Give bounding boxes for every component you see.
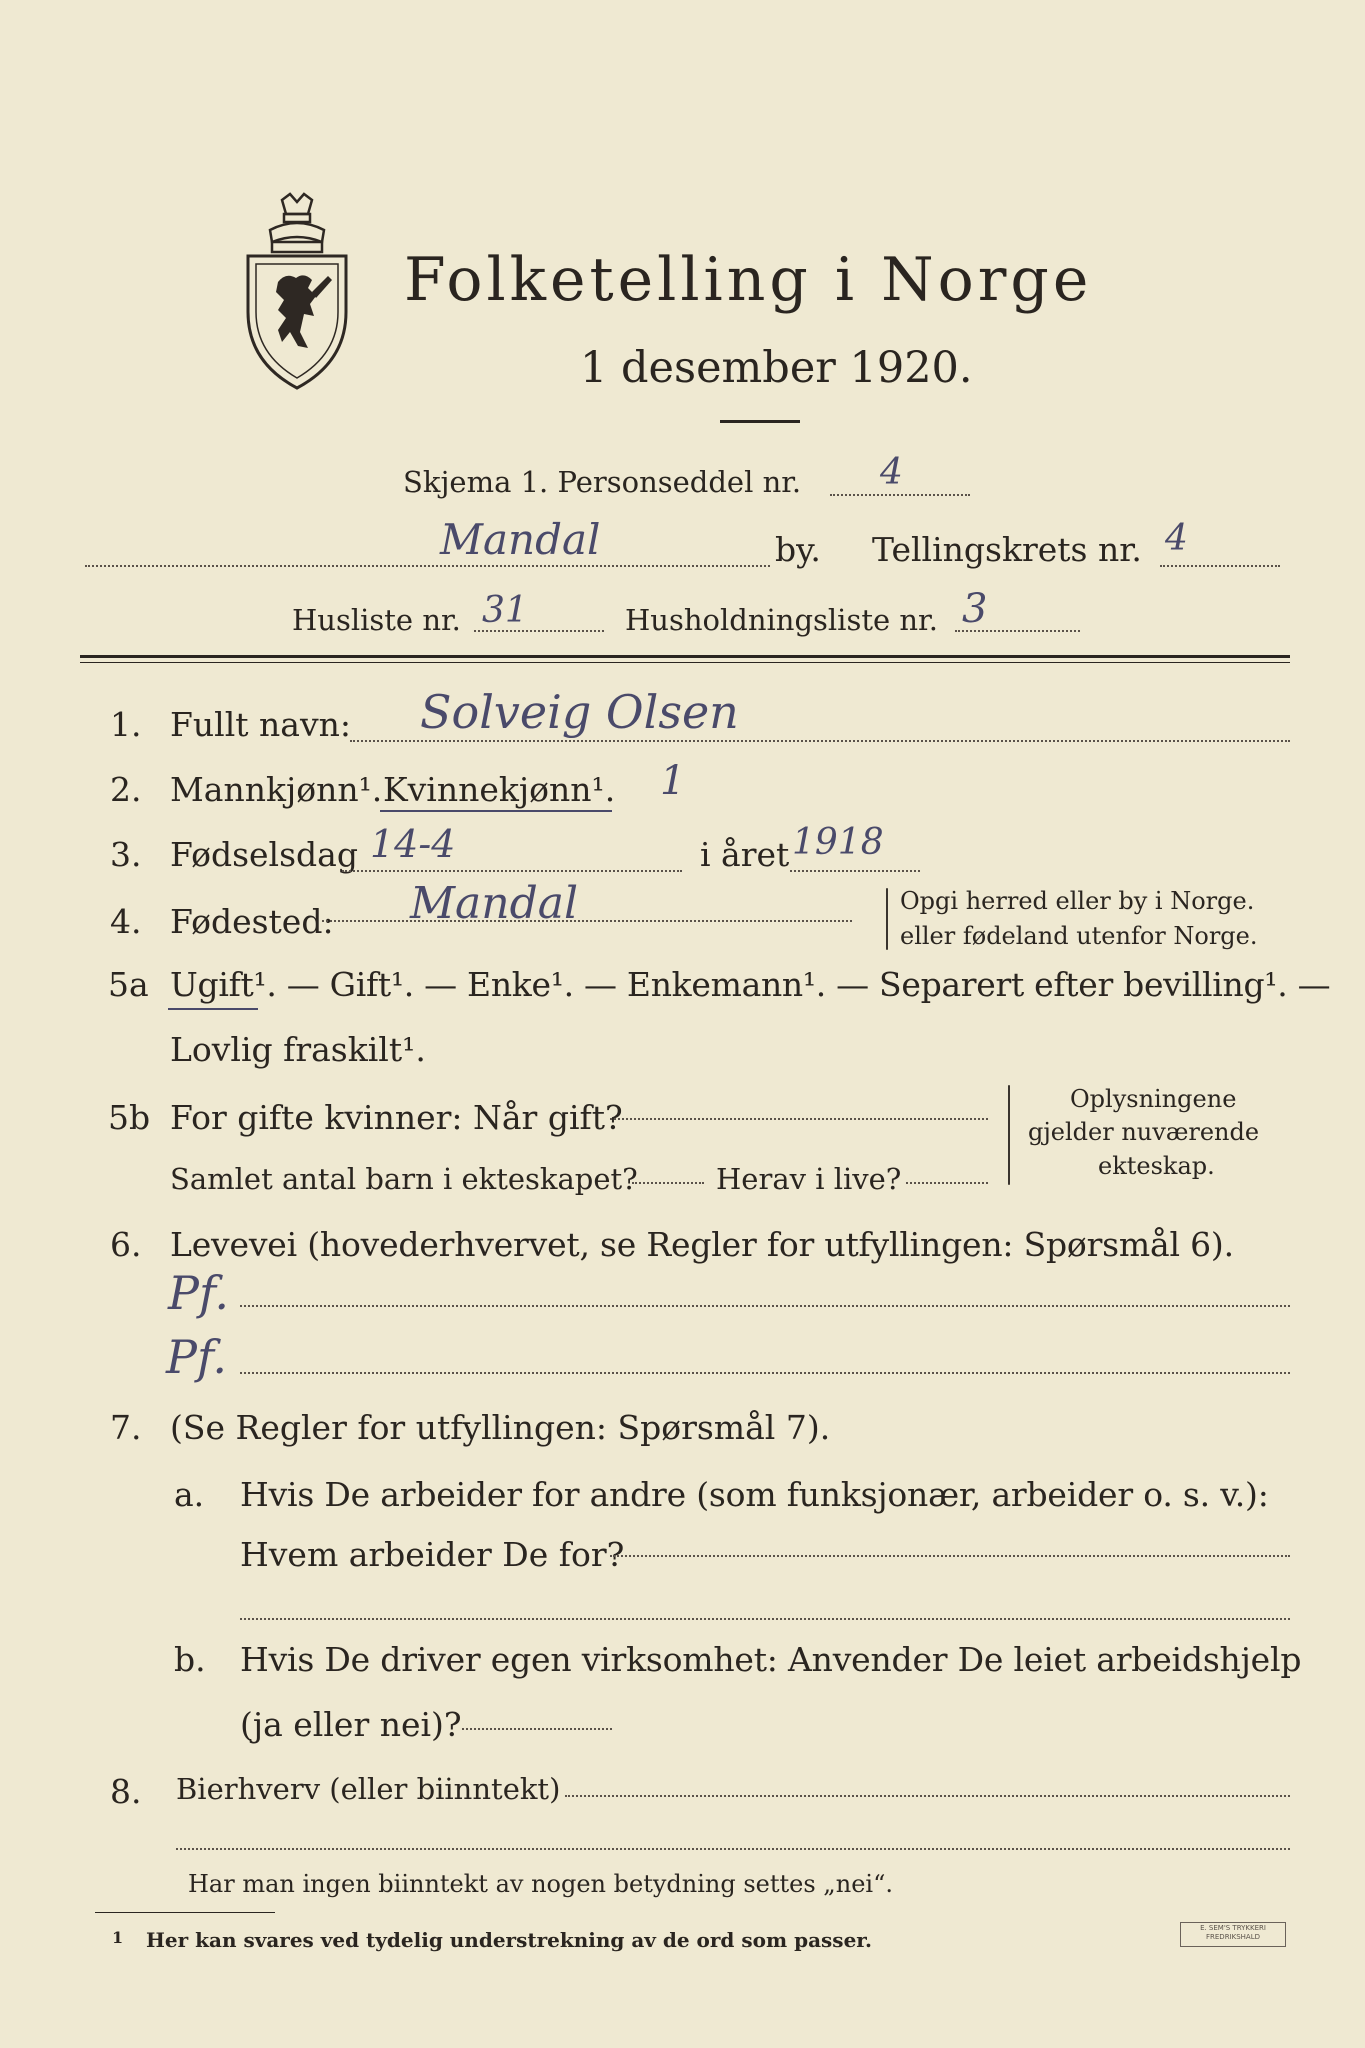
q4-line: [322, 920, 852, 922]
q3-year-label: i året: [700, 835, 790, 874]
printer-stamp: [1180, 1922, 1286, 1947]
q5b-note-line1: Oplysningene: [1070, 1085, 1237, 1113]
q7b-question: Hvis De driver egen virksomhet: Anvender De leiet arbeidshjelp: [240, 1640, 1302, 1679]
q5a-ugift-underline: [168, 1008, 258, 1010]
q5a-options-line2: Lovlig fraskilt¹.: [170, 1030, 426, 1069]
q5b-married-line: [610, 1118, 988, 1120]
q3-number: 3.: [110, 835, 142, 874]
footnote-text: Her kan svares ved tydelig understrekning av de ord som passer.: [146, 1928, 872, 1952]
q4-number: 4.: [110, 902, 142, 941]
printer-stamp-line1: E. SEM'S TRYKKERI: [1200, 1924, 1266, 1932]
q2-number: 2.: [110, 770, 142, 809]
tellingskrets-line: [1160, 565, 1280, 567]
q6-value-2: Pf.: [166, 1330, 227, 1384]
q2-label-female: Kvinnekjønn¹.: [383, 770, 616, 809]
q8-line-1: [565, 1795, 1290, 1797]
q5b-label-alive: Herav i live?: [716, 1162, 902, 1196]
q4-label: Fødested:: [170, 902, 334, 941]
q5a-number: 5a: [108, 965, 149, 1004]
tellingskrets-value: 4: [1165, 518, 1188, 559]
footnote-mark: 1: [112, 1928, 124, 1947]
section-rule-top: [80, 655, 1290, 658]
q2-value: 1: [660, 758, 686, 804]
by-label: by.: [775, 530, 821, 569]
tellingskrets-label: Tellingskrets nr.: [872, 530, 1142, 569]
q7a-question: Hvis De arbeider for andre (som funksjonær, arbeider o. s. v.):: [240, 1475, 1269, 1514]
q6-value-1: Pf.: [168, 1266, 229, 1320]
q3-label: Fødselsdag: [170, 835, 358, 874]
q5b-note-brace: [1008, 1085, 1010, 1185]
q7a-letter: a.: [174, 1475, 205, 1514]
q3-year-line: [790, 870, 920, 872]
form-title: Folketelling i Norge: [404, 245, 1093, 315]
by-value: Mandal: [440, 515, 601, 564]
q7a-line-1: [610, 1555, 1290, 1557]
title-rule: [720, 420, 800, 423]
q1-number: 1.: [110, 705, 142, 744]
q8-note: Har man ingen biinntekt av nogen betydning settes „nei“.: [188, 1870, 893, 1898]
q4-value: Mandal: [410, 878, 579, 929]
q6-number: 6.: [110, 1225, 142, 1264]
q7-label: (Se Regler for utfyllingen: Spørsmål 7).: [170, 1408, 831, 1447]
q7b-letter: b.: [174, 1640, 206, 1679]
q8-line-2: [176, 1848, 1290, 1850]
q5b-alive-line: [906, 1182, 988, 1184]
q4-note-line1: Opgi herred eller by i Norge.: [900, 887, 1255, 915]
q8-number: 8.: [110, 1772, 142, 1811]
q7-number: 7.: [110, 1408, 142, 1447]
form-date: 1 desember 1920.: [580, 343, 973, 393]
q4-note-brace: [886, 888, 888, 950]
q5b-note-line3: ekteskap.: [1098, 1152, 1215, 1180]
q2-female-underline: [380, 810, 612, 812]
q7b-line: [462, 1728, 612, 1730]
q5b-label-children: Samlet antal barn i ekteskapet?: [170, 1162, 638, 1196]
q2-label-male: Mannkjønn¹.: [170, 770, 383, 809]
husliste-label: Husliste nr.: [292, 603, 461, 637]
q3-day-line: [342, 870, 682, 872]
q5b-children-line: [632, 1182, 704, 1184]
q3-year-value: 1918: [792, 822, 884, 863]
skjema-label: Skjema 1. Personseddel nr.: [403, 465, 802, 499]
q6-label: Levevei (hovederhvervet, se Regler for utfyllingen: Spørsmål 6).: [170, 1225, 1234, 1264]
footnote-rule: [95, 1912, 275, 1913]
skjema-value: 4: [880, 452, 903, 493]
husholdningsliste-value: 3: [962, 586, 988, 632]
q5a-options: Ugift¹. — Gift¹. — Enke¹. — Enkemann¹. — Separert efter bevilling¹. —: [170, 965, 1331, 1004]
q4-note-line2: eller fødeland utenfor Norge.: [900, 922, 1258, 950]
by-line: [85, 565, 770, 567]
husholdningsliste-label: Husholdningsliste nr.: [625, 603, 938, 637]
q1-label: Fullt navn:: [170, 705, 351, 744]
q7a-who: Hvem arbeider De for?: [240, 1535, 625, 1574]
q8-label: Bierhverv (eller biinntekt): [176, 1772, 561, 1806]
q1-value: Solveig Olsen: [420, 685, 739, 739]
q6-line-2: [240, 1372, 1290, 1374]
q7b-ja-nei: (ja eller nei)?: [240, 1705, 462, 1744]
q5b-note-line2: gjelder nuværende: [1028, 1118, 1260, 1146]
q3-day-value: 14-4: [370, 822, 456, 866]
q6-line-1: [240, 1305, 1290, 1307]
q1-line: [350, 740, 1290, 742]
printer-stamp-line2: FREDRIKSHALD: [1205, 1933, 1260, 1941]
q5b-label-married: For gifte kvinner: Når gift?: [170, 1098, 623, 1137]
skjema-line: [830, 494, 970, 496]
norwegian-coat-of-arms-icon: [242, 192, 352, 392]
section-rule-bottom: [80, 662, 1290, 663]
q5b-number: 5b: [108, 1098, 151, 1137]
q7a-line-2: [240, 1618, 1290, 1620]
husliste-value: 31: [482, 590, 528, 631]
